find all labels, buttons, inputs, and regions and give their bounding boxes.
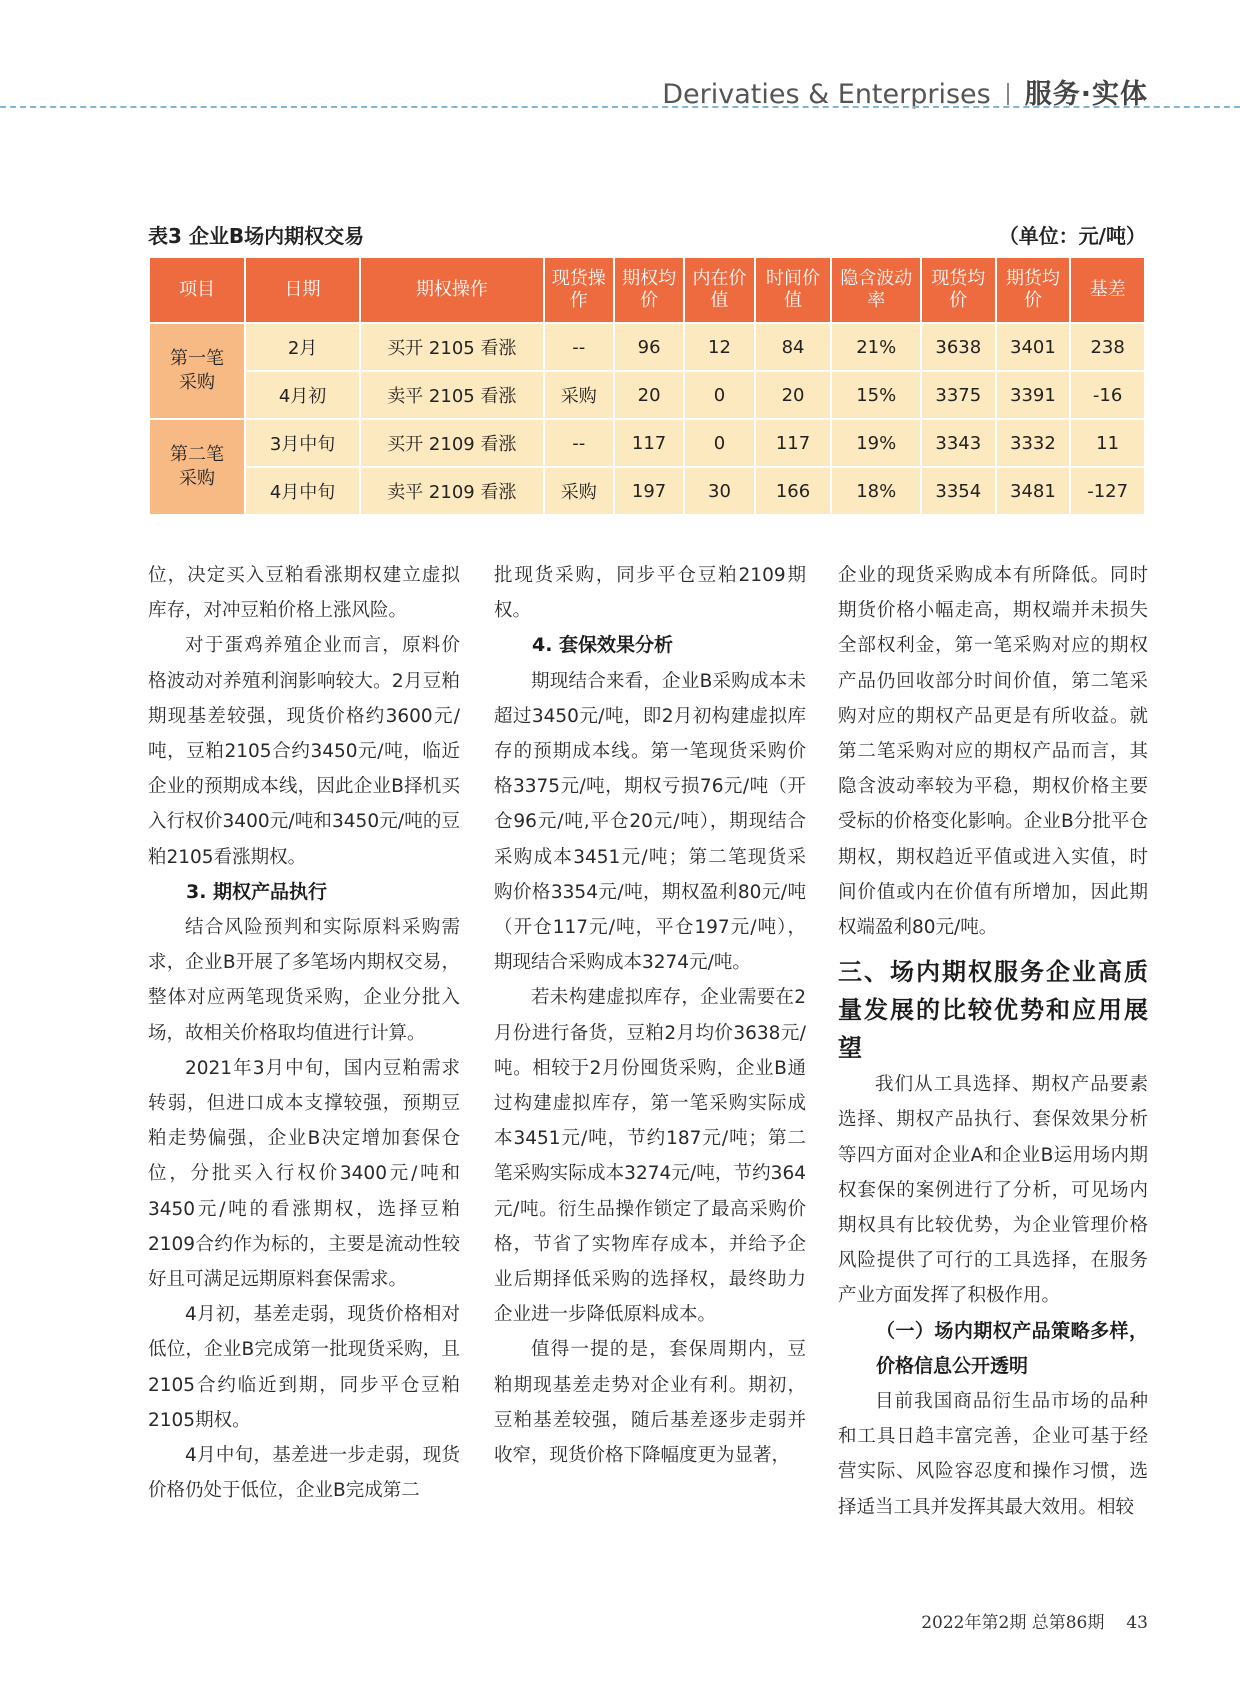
table-cell: 3月中旬 (245, 419, 360, 467)
table-cell: 19% (831, 419, 921, 467)
header-cell: 项目 (149, 257, 245, 323)
table-cell: 96 (614, 323, 684, 371)
page-number: 43 (1126, 1613, 1148, 1633)
paragraph: 结合风险预判和实际原料采购需求，企业B开展了多笔场内期权交易，整体对应两笔现货采购，企业分批入场，故相关价格取均值进行计算。 (148, 917, 460, 1044)
table-cell: 18% (831, 467, 921, 515)
table-cell: 15% (831, 371, 921, 419)
header-cell: 隐含波动率 (831, 257, 921, 323)
paragraph: 期现结合来看，企业B采购成本未超过3450元/吨，即2月初构建虚拟库存的预期成本线。第一笔现货采购价格3375元/吨，期权亏损76元/吨（开仓96元/吨,平仓20元/吨），期现结合采购成本3451元/吨；第二笔现货采购价格3354元/吨，期权盈利80元/吨（开仓117元/吨，平仓197元/吨），期现结合采购成本3274元/吨。 (494, 670, 806, 974)
group-cell-first-purchase: 第一笔采购 (149, 323, 245, 419)
table-header-row (149, 257, 1145, 323)
table-cell: 12 (684, 323, 754, 371)
table-cell: 采购 (544, 467, 614, 515)
table-cell: 30 (684, 467, 754, 515)
table-cell: 117 (614, 419, 684, 467)
table-cell: -- (544, 419, 614, 467)
table-unit: （单位：元/吨） (998, 224, 1146, 248)
running-head-divider (1007, 83, 1009, 105)
table-cell: 0 (684, 371, 754, 419)
header-cell: 基差 (1070, 257, 1145, 323)
options-trade-table (148, 256, 1146, 516)
paragraph: 值得一提的是，套保周期内，豆粕期现基差走势对企业有利。期初，豆粕基差较强，随后基差逐步走弱并收窄，现货价格下降幅度更为显著， (494, 1339, 806, 1467)
paragraph: 对于蛋鸡养殖企业而言，原料价格波动对养殖利润影响较大。2月豆粕期现基差较强，现货价格约3600元/吨，豆粕2105合约3450元/吨，临近企业的预期成本线，因此企业B择机买入行权价3400元/吨和3450元/吨的豆粕2105看涨期权。 (148, 635, 460, 868)
paragraph: 目前我国商品衍生品市场的品种和工具日趋丰富完善，企业可基于经营实际、风险容忍度和操作习惯，选择适当工具并发挥其最大效用。相较 (838, 1391, 1148, 1518)
paragraph: 位，决定买入豆粕看涨期权建立虚拟库存，对冲豆粕价格上涨风险。 (148, 565, 460, 622)
paragraph: 4月初，基差走弱，现货价格相对低位，企业B完成第一批现货采购，且2105合约临近到期，同步平仓豆粕2105期权。 (148, 1304, 460, 1431)
table-cell: 197 (614, 467, 684, 515)
table-cell: 20 (614, 371, 684, 419)
table-cell: 买开 2109 看涨 (360, 419, 543, 467)
header-cell: 现货操作 (544, 257, 614, 323)
table-cell: 买开 2105 看涨 (360, 323, 543, 371)
issue-info: 2022年第2期 总第86期 (921, 1613, 1105, 1633)
table-cell: 3401 (996, 323, 1071, 371)
table-cell: 3354 (921, 467, 996, 515)
subsection-heading: （一）场内期权产品策略多样，价格信息公开透明 (876, 1319, 1148, 1377)
header-cell: 时间价值 (755, 257, 832, 323)
table-cell: 采购 (544, 371, 614, 419)
table-cell: 卖平 2109 看涨 (360, 467, 543, 515)
paragraph: 2021年3月中旬，国内豆粕需求转弱，但进口成本支撑较强，预期豆粕走势偏强，企业B决定增加套保仓位，分批买入行权价3400元/吨和3450元/吨的看涨期权，选择豆粕2109合约作为标的，主要是流动性较好且可满足远期原料套保需求。 (148, 1057, 460, 1291)
header-cell: 期货均价 (996, 257, 1071, 323)
table-cell: 卖平 2105 看涨 (360, 371, 543, 419)
text-column-3 (838, 558, 1148, 1525)
table-cell: -- (544, 323, 614, 371)
subsection-heading: 4. 套保效果分析 (532, 634, 674, 657)
table-cell: 3375 (921, 371, 996, 419)
table-cell: -16 (1070, 371, 1145, 419)
table-cell: 4月初 (245, 371, 360, 419)
table-cell: -127 (1070, 467, 1145, 515)
table-cell: 3343 (921, 419, 996, 467)
paragraph: 企业的现货采购成本有所降低。同时期货价格小幅走高，期权端并未损失全部权利金，第一笔采购对应的期权产品仍回收部分时间价值，第二笔采购对应的期权产品更是有所收益。就第二笔采购对应的期权产品而言，其隐含波动率较为平稳，期权价格主要受标的价格变化影响。企业B分批平仓期权，期权趋近平值或进入实值，时间价值或内在价值有所增加，因此期权端盈利80元/吨。 (838, 565, 1148, 939)
table-caption: 表3 企业B场内期权交易 (148, 224, 365, 248)
paragraph: 我们从工具选择、期权产品要素选择、期权产品执行、套保效果分析等四方面对企业A和企业B运用场内期权套保的案例进行了分析，可见场内期权具有比较优势，为企业管理价格风险提供了可行的工具选择，在服务产业方面发挥了积极作用。 (838, 1074, 1148, 1307)
section-heading: 三、场内期权服务企业高质量发展的比较优势和应用展望 (838, 958, 1148, 1063)
table-row (149, 467, 1145, 515)
table-row (149, 323, 1145, 371)
header-cell: 期权均价 (614, 257, 684, 323)
table-cell: 3391 (996, 371, 1071, 419)
text-column-2 (494, 558, 806, 1473)
running-head-english: Derivaties & Enterprises (662, 79, 991, 110)
header-cell: 期权操作 (360, 257, 543, 323)
header-cell: 内在价值 (684, 257, 754, 323)
paragraph: 批现货采购，同步平仓豆粕2109期权。 (494, 565, 806, 622)
table-cell: 11 (1070, 419, 1145, 467)
table-cell: 3638 (921, 323, 996, 371)
table-cell: 0 (684, 419, 754, 467)
table-cell: 20 (755, 371, 832, 419)
header-dashed-rule (0, 106, 1240, 108)
table-cell: 4月中旬 (245, 467, 360, 515)
table-cell: 2月 (245, 323, 360, 371)
subsection-heading: 3. 期权产品执行 (186, 880, 328, 903)
header-cell: 现货均价 (921, 257, 996, 323)
group-cell-second-purchase: 第二笔采购 (149, 419, 245, 515)
table-cell: 3481 (996, 467, 1071, 515)
table-cell: 3332 (996, 419, 1071, 467)
page-header (0, 0, 1240, 108)
table-row (149, 371, 1145, 419)
page-footer (921, 1608, 1148, 1633)
table-cell: 84 (755, 323, 832, 371)
header-cell: 日期 (245, 257, 360, 323)
table-cell: 21% (831, 323, 921, 371)
paragraph: 4月中旬，基差进一步走弱，现货价格仍处于低位，企业B完成第二 (148, 1445, 460, 1502)
text-column-1 (148, 558, 460, 1508)
paragraph: 若未构建虚拟库存，企业需要在2月份进行备货，豆粕2月均价3638元/吨。相较于2月份囤货采购，企业B通过构建虚拟库存，第一笔采购实际成本3451元/吨，节约187元/吨；第二笔采购实际成本3274元/吨，节约364元/吨。衍生品操作锁定了最高采购价格，节省了实物库存成本，并给予企业后期择低采购的选择权，最终助力企业进一步降低原料成本。 (494, 987, 806, 1326)
table-cell: 117 (755, 419, 832, 467)
table-row (149, 419, 1145, 467)
table-cell: 166 (755, 467, 832, 515)
running-head-section: 服务·实体 (1024, 79, 1148, 110)
table-cell: 238 (1070, 323, 1145, 371)
